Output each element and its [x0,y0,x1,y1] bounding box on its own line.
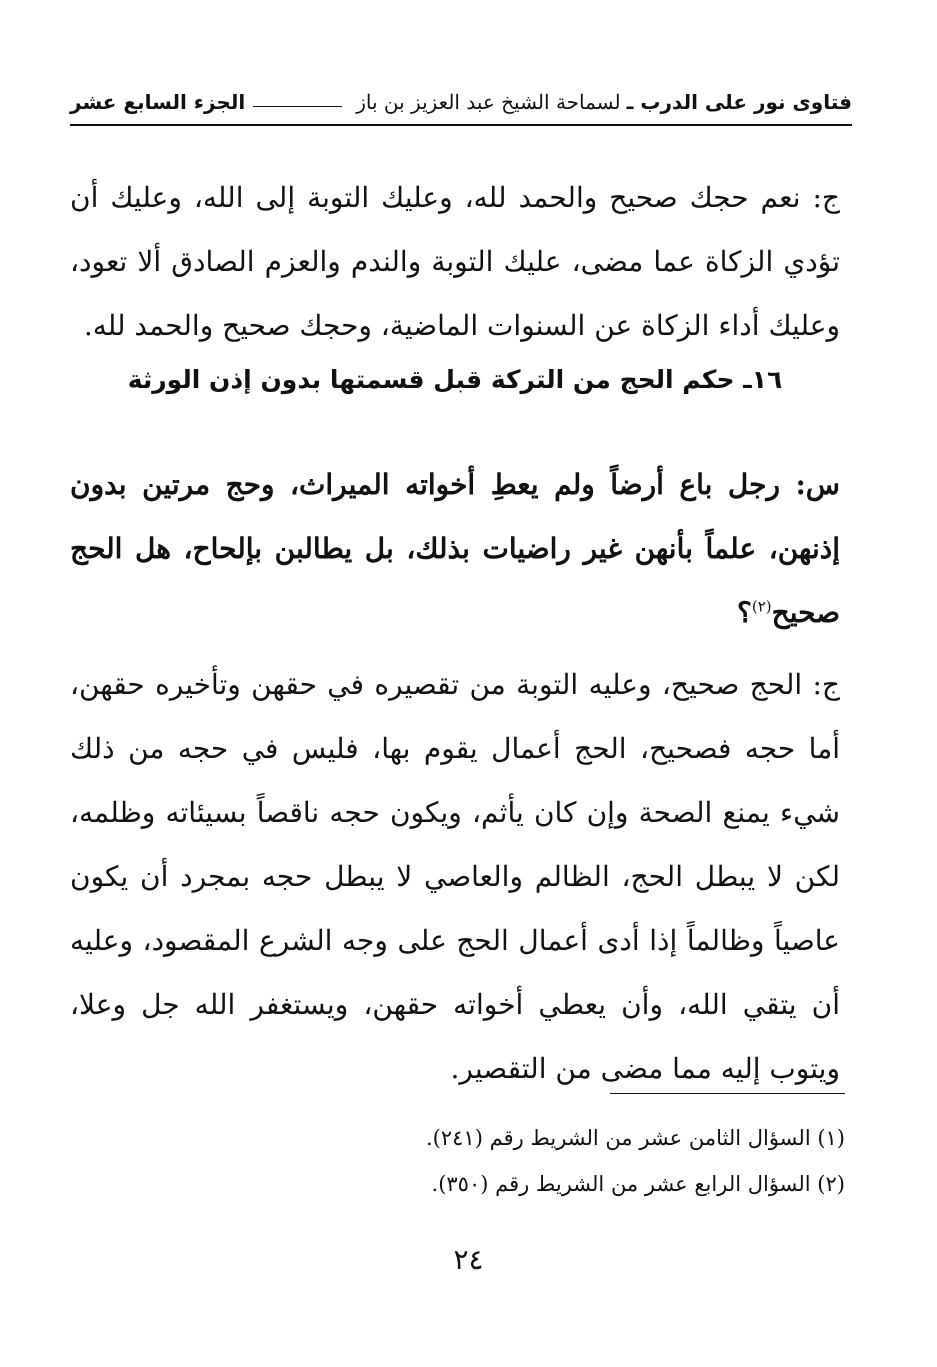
footnotes [70,1115,845,1207]
question-text: س: رجل باع أرضاً ولم يعطِ أخواته الميراث، وحج مرتين بدون إذنهن، علماً بأنهن غير راضيات بذلك، بل يطالبن بإلحاح، هل الحج صحيح [70,468,840,629]
header-rule [70,124,852,126]
header-book-title: فتاوى نور على الدرب ـ [626,90,852,114]
answer-paragraph-2: ج: الحج صحيح، وعليه التوبة من تقصيره في حقهن وتأخيره حقهن، أما حجه فصحيح، الحج أعمال يقوم بها، فليس في حجه من ذلك شيء يمنع الصحة وإن كان يأثم، ويكون حجه ناقصاً بسيئاته وظلمه، لكن لا يبطل الحج، الظالم والعاصي لا يبطل حجه بمجرد أن يكون عاصياً وظالماً إذا أدى أعمال الحج على وجه الشرع المقصود، وعليه أن يتقي الله، وأن يعطي أخواته حقهن، ويستغفر الله جل وعلا، ويتوب إليه مما مضى من التقصير. [70,668,840,1085]
footnote-ref-2[interactable]: (٢) [751,597,772,616]
question-paragraph [70,453,840,645]
question-mark: ؟ [736,596,752,629]
footnote-2: (٢) السؤال الرابع عشر من الشريط رقم (٣٥٠). [431,1172,845,1196]
page-number: ٢٤ [453,1243,484,1276]
header-author: لسماحة الشيخ عبد العزيز بن باز [356,90,621,114]
answer-paragraph-1: ج: نعم حجك صحيح والحمد لله، وعليك التوبة إلى الله، وعليك أن تؤدي الزكاة عما مضى، عليك التوبة والندم والعزم الصادق ألا تعود، وعليك أداء الزكاة عن السنوات الماضية، وحجك صحيح والحمد لله. [70,181,840,342]
running-header [70,82,852,122]
section-title: ١٦ـ حكم الحج من التركة قبل قسمتها بدون إذن الورثة [127,365,783,394]
footnote-1: (١) السؤال الثامن عشر من الشريط رقم (٢٤١). [426,1126,845,1150]
footnote-separator [610,1093,845,1094]
header-volume: الجزء السابع عشر [70,90,246,114]
header-dash-line [253,106,342,107]
